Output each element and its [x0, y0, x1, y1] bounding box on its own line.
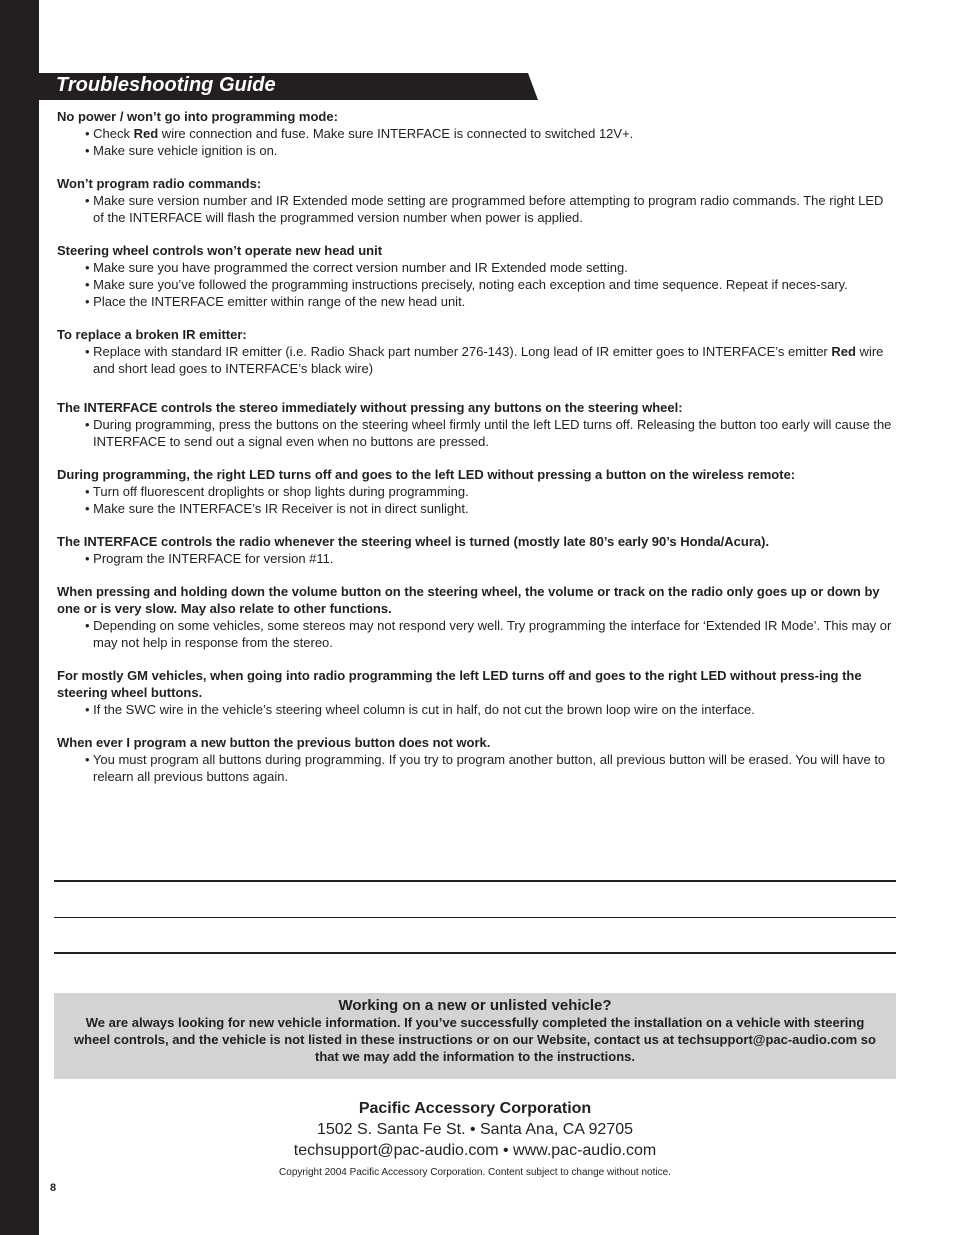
company-contact: techsupport@pac-audio.com • www.pac-audio.com: [293, 1142, 657, 1159]
company-address: 1502 S. Santa Fe St. • Santa Ana, CA 92705: [316, 1121, 634, 1138]
troubleshooting-item: [57, 667, 895, 718]
callout-title: Working on a new or unlisted vehicle?: [338, 997, 612, 1014]
solution-bullet: • Program the INTERFACE for version #11.: [85, 551, 334, 566]
troubleshooting-item: [57, 466, 895, 517]
troubleshooting-item: [57, 734, 895, 785]
page-title: Troubleshooting Guide: [56, 74, 276, 96]
solution-bullet: • You must program all buttons during programming. If you try to program another button, all previous button will be erased. You will have to relearn all previous buttons again.: [85, 752, 886, 784]
unlisted-vehicle-callout: [54, 993, 896, 1079]
solution-bullet: • Make sure you’ve followed the programming instructions precisely, noting each exception and time sequence. Repeat if neces-sary.: [85, 277, 848, 292]
page-number: 8: [50, 1182, 57, 1194]
troubleshooting-item: [57, 533, 895, 567]
horizontal-divider: [54, 917, 896, 918]
troubleshooting-item: [57, 583, 895, 651]
troubleshooting-item: [57, 242, 895, 310]
solution-bullet: • Depending on some vehicles, some stereos may not respond very well. Try programming the interface for ‘Extended IR Mode’. This may or may not help in response from the stereo.: [85, 618, 892, 650]
copyright-notice: Copyright 2004 Pacific Accessory Corporation. Content subject to change without notice.: [279, 1167, 671, 1178]
company-name: Pacific Accessory Corporation: [358, 1100, 592, 1117]
problem-heading: When ever I program a new button the previous button does not work.: [57, 735, 491, 750]
solution-bullet: • Make sure the INTERFACE’s IR Receiver is not in direct sunlight.: [85, 501, 469, 516]
horizontal-divider: [54, 952, 896, 954]
problem-heading: Steering wheel controls won’t operate new head unit: [57, 243, 383, 258]
troubleshooting-item: [57, 108, 895, 159]
problem-heading: To replace a broken IR emitter:: [57, 327, 247, 342]
solution-bullet: • Make sure version number and IR Extended mode setting are programmed before attempting to program radio commands. The right LED of the INTERFACE will flash the programmed version number when power is applied.: [85, 193, 884, 225]
solution-bullet: • Replace with standard IR emitter (i.e. Radio Shack part number 276-143). Long lead of IR emitter goes to INTERFACE’s emitter Red wire and short lead goes to INTERFACE’s black wire): [85, 344, 884, 376]
troubleshooting-item: [57, 175, 895, 226]
left-edge-bar: [0, 0, 39, 1235]
solution-bullet: • If the SWC wire in the vehicle’s steering wheel column is cut in half, do not cut the brown loop wire on the interface.: [85, 702, 755, 717]
solution-bullet: • Make sure you have programmed the correct version number and IR Extended mode setting.: [85, 260, 628, 275]
solution-bullet: • Check Red wire connection and fuse. Make sure INTERFACE is connected to switched 12V+.: [85, 126, 634, 141]
solution-bullet: • During programming, press the buttons on the steering wheel firmly until the left LED turns off. Releasing the button too early will cause the INTERFACE to send out a signal even when no buttons are pressed.: [85, 417, 892, 449]
solution-bullet: • Place the INTERFACE emitter within range of the new head unit.: [85, 294, 466, 309]
company-footer: [54, 1098, 896, 1180]
troubleshooting-item: [57, 399, 895, 450]
problem-heading: No power / won’t go into programming mode:: [57, 109, 338, 124]
problem-heading: The INTERFACE controls the radio whenever the steering wheel is turned (mostly late 80’s early 90’s Honda/Acura).: [57, 534, 770, 549]
horizontal-divider: [54, 880, 896, 882]
solution-bullet: • Turn off fluorescent droplights or shop lights during programming.: [85, 484, 469, 499]
callout-body: We are always looking for new vehicle information. If you’ve successfully completed the installation on a vehicle with steering wheel controls, and the vehicle is not listed in these instructions or on our Website, contact us at techsupport@pac-audio.com so that we may add the information to the instructions.: [74, 1015, 876, 1064]
solution-bullet: • Make sure vehicle ignition is on.: [85, 143, 278, 158]
problem-heading: Won’t program radio commands:: [57, 176, 262, 191]
problem-heading: When pressing and holding down the volume button on the steering wheel, the volume or track on the radio only goes up or down by one or is very slow. May also relate to other functions.: [57, 584, 880, 616]
problem-heading: During programming, the right LED turns off and goes to the left LED without pressing a button on the wireless remote:: [57, 467, 796, 482]
troubleshooting-content: [57, 108, 895, 801]
problem-heading: The INTERFACE controls the stereo immediately without pressing any buttons on the steering wheel:: [57, 400, 683, 415]
troubleshooting-item: [57, 326, 895, 377]
problem-heading: For mostly GM vehicles, when going into radio programming the left LED turns off and goes to the right LED without press-ing the steering wheel buttons.: [57, 668, 862, 700]
